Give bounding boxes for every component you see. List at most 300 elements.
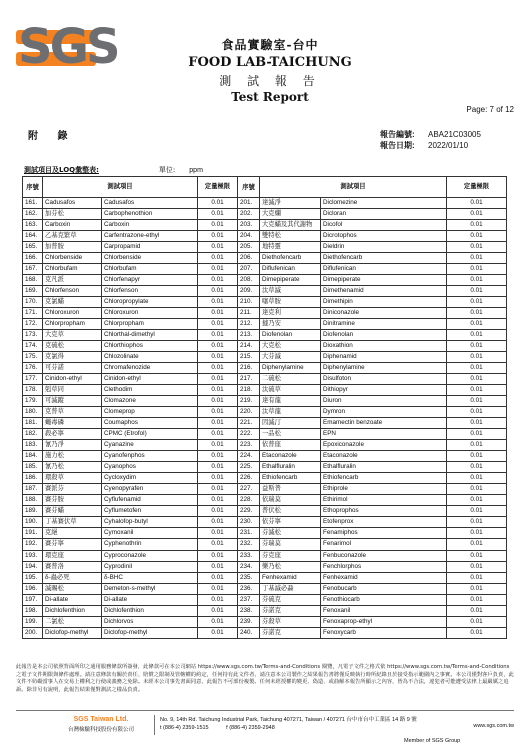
table-row [23,528,507,539]
row-number: 174. [23,341,43,352]
page-number: Page: 7 of 12 [466,105,514,114]
company-name-zh: 台灣檢驗科技股份有限公司 [67,727,134,733]
row-number: 189. [23,506,43,517]
item-name-zh: Chloroxuron [43,308,102,319]
row-number: 240. [238,627,260,638]
address-line: No. 9, 14th Rd. Taichung Industrial Park, Taichung 407271, Taiwan / 407271 台中市台中工業區 14 路 9 號 [160,717,417,723]
item-name-en: Cyproconazole [102,550,198,561]
item-name-zh: 氰乃淨 [43,440,102,451]
table-row [23,429,507,440]
item-name-zh: 大克草 [43,330,102,341]
row-number: 228. [238,495,260,506]
item-name-zh: Diphenylamine [260,363,321,374]
item-name-en: Ethoprophos [321,506,447,517]
item-name-en: Fenbuconazole [321,550,447,561]
table-row [23,363,507,374]
table-row [23,242,507,253]
row-number: 220. [238,407,260,418]
item-name-zh: 達有龍 [260,396,321,407]
item-name-en: Diflufenican [321,264,447,275]
item-name-zh: 大克爛 [260,209,321,220]
table-title: 測試項目及LOQ彙整表: [24,166,99,174]
loq-value: 0.01 [198,484,238,495]
row-number: 215. [238,352,260,363]
item-name-zh: 施力松 [43,451,102,462]
loq-value: 0.01 [447,407,507,418]
item-name-en: Fenhexamid [321,572,447,583]
row-number: 227. [238,484,260,495]
item-name-en: Dichlofenthion [102,605,198,616]
item-name-en: Fenoxycarb [321,627,447,638]
item-name-zh: 芬滅松 [260,528,321,539]
item-name-en: Fenchlorphos [321,561,447,572]
row-number: 230. [238,517,260,528]
loq-value: 0.01 [198,264,238,275]
item-name-zh: 克凡派 [43,275,102,286]
loq-value: 0.01 [447,385,507,396]
row-number: 223. [238,440,260,451]
item-name-en: Diuron [321,396,447,407]
table-row [23,594,507,605]
row-number: 161. [23,198,43,209]
loq-value: 0.01 [447,308,507,319]
row-number: 237. [238,594,260,605]
company-name-en: SGS Taiwan Ltd. [73,716,129,723]
item-name-zh: Diethofencarb [260,253,321,264]
row-number: 231. [238,528,260,539]
item-name-en: Chloroxuron [102,308,198,319]
table-row [23,572,507,583]
row-number: 170. [23,297,43,308]
loq-value: 0.01 [447,473,507,484]
report-title-zh: 測 試 報 告 [219,74,321,88]
row-number: 226. [238,473,260,484]
loq-value: 0.01 [447,242,507,253]
item-name-zh: 丁基賽伏草 [43,517,102,528]
row-number: 187. [23,484,43,495]
item-name-zh: Dimepiperate [260,275,321,286]
row-number: 210. [238,297,260,308]
table-row [23,440,507,451]
appendix-label: 附 錄 [28,131,76,142]
row-number: 179. [23,396,43,407]
table-row [23,253,507,264]
item-name-en: Dithiopyr [321,385,447,396]
lab-title-zh: 食品實驗室-台中 [221,38,319,52]
item-name-en: Ethirimol [321,495,447,506]
item-name-en: Cyphenothrin [102,539,198,550]
loq-value: 0.01 [198,616,238,627]
row-number: 209. [238,286,260,297]
item-name-zh: 氰乃松 [43,462,102,473]
loq-value: 0.01 [447,286,507,297]
loq-value: 0.01 [198,495,238,506]
footer-divider [16,710,514,711]
loq-value: 0.01 [198,330,238,341]
item-name-en: Chromafenozide [102,363,198,374]
row-number: 218. [238,385,260,396]
item-name-en: Dimethipin [321,297,447,308]
header-limit: 定量極限 [447,177,507,198]
row-number: 202. [238,209,260,220]
lab-title-en: FOOD LAB-TAICHUNG [188,55,352,70]
header-limit: 定量極限 [198,177,238,198]
item-name-en: Cyflumetofen [102,506,198,517]
loq-value: 0.01 [198,627,238,638]
item-name-zh: 賽芬寧 [43,539,102,550]
loq-value: 0.01 [198,363,238,374]
item-name-zh: 芬克座 [260,550,321,561]
row-number: 195. [23,572,43,583]
item-name-en: Clomeprop [102,407,198,418]
item-name-zh: 芬硫克 [260,594,321,605]
unit-label: 單位: [158,166,176,174]
item-name-zh: 蠅毒磷 [43,418,102,429]
loq-value: 0.01 [198,594,238,605]
loq-value: 0.01 [447,396,507,407]
row-number: 177. [23,374,43,385]
item-name-zh: 可滅蹤 [43,396,102,407]
item-name-zh: 大克蟎及其代謝物 [260,220,321,231]
item-name-en: Clomazone [102,396,198,407]
loq-value: 0.01 [198,374,238,385]
loq-value: 0.01 [198,209,238,220]
item-name-zh: 芬諾克 [260,627,321,638]
item-name-zh: 剋草同 [43,385,102,396]
report-meta [380,129,481,151]
row-number: 211. [238,308,260,319]
loq-value: 0.01 [198,506,238,517]
loq-value: 0.01 [198,297,238,308]
item-name-en: Cyanazine [102,440,198,451]
loq-value: 0.01 [447,484,507,495]
item-name-zh: 殺必寧 [43,429,102,440]
item-name-en: Fenoxanil [321,605,447,616]
row-number: 199. [23,616,43,627]
loq-value: 0.01 [198,308,238,319]
row-number: 232. [238,539,260,550]
row-number: 192. [23,539,43,550]
row-number: 235. [238,572,260,583]
table-row [23,352,507,363]
item-name-zh: 芬殺草 [260,616,321,627]
item-name-en: Dioxathion [321,341,447,352]
loq-value: 0.01 [447,495,507,506]
loq-value: 0.01 [447,253,507,264]
item-name-zh: 賽普洛 [43,561,102,572]
item-name-zh: 加普胺 [43,242,102,253]
loq-value: 0.01 [198,231,238,242]
item-name-en: Fenamiphos [321,528,447,539]
fax-number: f (886-4) 2359-2948 [226,725,275,731]
table-row [23,627,507,638]
item-name-en: Cyanofenphos [102,451,198,462]
table-row [23,484,507,495]
item-name-zh: 芬瑞莫 [260,539,321,550]
item-name-zh: 賽芬胺 [43,495,102,506]
item-name-en: Diofenolan [321,330,447,341]
row-number: 180. [23,407,43,418]
table-row [23,319,507,330]
table-row [23,418,507,429]
loq-value: 0.01 [447,341,507,352]
row-number: 196. [23,583,43,594]
row-number: 204. [238,231,260,242]
item-name-en: Ethiprole [321,484,447,495]
item-name-en: Diethofencarb [321,253,447,264]
row-number: 224. [238,451,260,462]
item-name-zh: 汰草滅 [260,286,321,297]
table-row [23,462,507,473]
loq-value: 0.01 [198,220,238,231]
loq-value: 0.01 [447,297,507,308]
loq-value: 0.01 [447,583,507,594]
row-number: 219. [238,396,260,407]
item-name-en: Epoxiconazole [321,440,447,451]
item-name-zh: 可芬諾 [43,363,102,374]
row-number: 239. [238,616,260,627]
header-no: 序號 [238,177,260,198]
item-name-en: Chlorthiophos [102,341,198,352]
loq-value: 0.01 [447,440,507,451]
loq-value: 0.01 [198,341,238,352]
item-name-en: δ-BHC [102,572,198,583]
item-name-en: Disulfoton [321,374,447,385]
table-row [23,506,507,517]
loq-value: 0.01 [198,462,238,473]
loq-value: 0.01 [198,253,238,264]
report-number-label: 報告編號: [380,130,415,139]
loq-value: 0.01 [447,528,507,539]
table-row [23,341,507,352]
row-number: 182. [23,429,43,440]
item-name-zh: 克絕 [43,528,102,539]
row-number: 193. [23,550,43,561]
table-row [23,198,507,209]
loq-value: 0.01 [447,352,507,363]
item-name-en: Dichlorvos [102,616,198,627]
row-number: 169. [23,286,43,297]
item-name-zh: Cadusafos [43,198,102,209]
row-number: 166. [23,253,43,264]
row-number: 168. [23,275,43,286]
item-name-zh: 依芬寧 [260,517,321,528]
loq-value: 0.01 [447,605,507,616]
loq-value: 0.01 [447,506,507,517]
item-name-zh: 二氯松 [43,616,102,627]
loq-value: 0.01 [198,319,238,330]
item-name-en: Cymoxanil [102,528,198,539]
loq-value: 0.01 [447,550,507,561]
loq-value: 0.01 [447,451,507,462]
loq-value: 0.01 [447,462,507,473]
loq-value: 0.01 [198,286,238,297]
table-row [23,275,507,286]
item-name-zh: Diclofop-methyl [43,627,102,638]
item-name-en: Dymron [321,407,447,418]
item-name-en: Cadusafos [102,198,198,209]
loq-value: 0.01 [198,385,238,396]
item-name-zh: 樂乃松 [260,561,321,572]
loq-value: 0.01 [447,539,507,550]
footer-address [160,716,417,732]
loq-value: 0.01 [198,473,238,484]
item-name-en: Ethalfluralin [321,462,447,473]
item-name-en: Cyprodinil [102,561,198,572]
loq-value: 0.01 [198,429,238,440]
item-name-zh: Dichlofenthion [43,605,102,616]
item-name-en: Diniconazole [321,308,447,319]
row-number: 173. [23,330,43,341]
item-name-zh: 芬諾克 [260,605,321,616]
item-name-zh: 克普草 [43,407,102,418]
item-name-en: Diclofop-methyl [102,627,198,638]
item-name-zh: Cinidon-ethyl [43,374,102,385]
loq-value: 0.01 [447,374,507,385]
item-name-zh: 滅賜松 [43,583,102,594]
table-row [23,407,507,418]
item-name-en: Diclomezine [321,198,447,209]
loq-value: 0.01 [447,627,507,638]
row-number: 212. [238,319,260,330]
logo-text: SGS [18,19,118,75]
item-name-zh: Chlorfenson [43,286,102,297]
item-name-en: Chlorfenapyr [102,275,198,286]
loq-value: 0.01 [447,209,507,220]
item-name-zh: 達克利 [260,308,321,319]
item-name-en: Chlozolinate [102,352,198,363]
row-number: 171. [23,308,43,319]
phone-number: t (886-4) 2359-1515 [160,725,209,731]
item-name-en: Chlorbenside [102,253,198,264]
item-name-en: Carfentrazone-ethyl [102,231,198,242]
row-number: 190. [23,517,43,528]
disclaimer: 此報告是本公司依照背面所印之通用服務條款所簽發，此條款可在本公司網站 https://www.sgs.com.tw/Terms-and-Conditions 閱覽，凡電子文件之格式依 https://www.sgs.com.tw/Terms-and-Conditions 之電子文件期限與條件處理。請注意條款有關於責任、賠償之限制及管轄權的約定，任何持有此文件者，請注意本公司製作之結果報告書將僅反映執行時所紀錄且於接受指示範圍內之事實。本公司僅對客戶負責，此文件不妨礙當事人在交易上權利之行使或義務之免除。未經本公司事先書面同意，此報告不可部份複製。任何未經授權的變更、偽造、或曲解本報告所顯示之內容，皆為不合法，違犯者可能遭受法律上最嚴厲之追訴。除非另有說明，此報告結果僅對測試之樣品負責。 [16,664,514,693]
item-name-zh: 因滅汀 [260,418,321,429]
row-number: 203. [238,220,260,231]
table-row [23,605,507,616]
loq-value: 0.01 [447,220,507,231]
item-name-en: Chlorbufam [102,264,198,275]
item-name-zh: 克氯得 [43,352,102,363]
loq-value: 0.01 [198,242,238,253]
item-name-en: Dicloran [321,209,447,220]
item-name-zh: 加芬松 [43,209,102,220]
table-row [23,495,507,506]
item-name-en: Cycloxydim [102,473,198,484]
item-name-en: Dicofol [321,220,447,231]
item-name-zh: Fenhexamid [260,572,321,583]
loq-value: 0.01 [447,418,507,429]
loq-value: 0.01 [198,528,238,539]
row-number: 238. [238,605,260,616]
header-no: 序號 [23,177,43,198]
item-name-zh: Chlorbenside [43,253,102,264]
item-name-en: Cinidon-ethyl [102,374,198,385]
item-name-zh: 噻草胺 [260,297,321,308]
item-name-en: Emamectin benzoate [321,418,447,429]
loq-value: 0.01 [447,319,507,330]
item-name-zh: 賽派芬 [43,484,102,495]
item-name-en: Coumaphos [102,418,198,429]
table-row [23,231,507,242]
item-name-en: Cyanophos [102,462,198,473]
row-number: 184. [23,451,43,462]
row-number: 207. [238,264,260,275]
row-number: 225. [238,462,260,473]
table-row [23,550,507,561]
item-name-en: Dicrotophos [321,231,447,242]
loq-value: 0.01 [198,275,238,286]
item-name-en: Chloropropylate [102,297,198,308]
row-number: 217. [238,374,260,385]
row-number: 233. [238,550,260,561]
row-number: 222. [238,429,260,440]
item-name-zh: 賽芬蟎 [43,506,102,517]
item-name-zh: 達滅淨 [260,198,321,209]
row-number: 200. [23,627,43,638]
item-name-zh: 依普座 [260,440,321,451]
row-number: 185. [23,462,43,473]
row-number: 208. [238,275,260,286]
row-number: 198. [23,605,43,616]
report-date-label: 報告日期: [380,141,415,150]
item-name-zh: 地特靈 [260,242,321,253]
row-number: 191. [23,528,43,539]
table-row [23,286,507,297]
item-name-en: Chlorthal-dimethyl [102,330,198,341]
row-number: 205. [238,242,260,253]
footer-divider [154,715,155,735]
row-number: 213. [238,330,260,341]
row-number: 229. [238,506,260,517]
header-item: 測試項目 [43,177,198,198]
row-number: 172. [23,319,43,330]
loq-value: 0.01 [447,572,507,583]
item-name-en: Fenothiocarb [321,594,447,605]
loq-value: 0.01 [447,330,507,341]
table-row [23,297,507,308]
row-number: 176. [23,363,43,374]
loq-value: 0.01 [198,539,238,550]
table-row [23,616,507,627]
row-number: 201. [238,198,260,209]
table-row [23,308,507,319]
item-name-zh: Etaconazole [260,451,321,462]
item-name-zh: 丁基滅必蝨 [260,583,321,594]
footer-company [46,716,156,733]
item-name-en: Clethodim [102,385,198,396]
item-name-zh: Di-allate [43,594,102,605]
item-name-en: Di-allate [102,594,198,605]
item-name-en: Chlorpropham [102,319,198,330]
item-name-zh: 大克松 [260,341,321,352]
item-name-en: Fenobucarb [321,583,447,594]
table-row [23,561,507,572]
item-name-zh: 環克座 [43,550,102,561]
item-name-zh: 克硫松 [43,341,102,352]
table-row [23,473,507,484]
row-number: 181. [23,418,43,429]
row-number: 206. [238,253,260,264]
loq-value: 0.01 [198,550,238,561]
row-number: 164. [23,231,43,242]
website-link[interactable]: www.sgs.com.tw [473,723,514,729]
item-name-zh: 益斯普 [260,484,321,495]
item-name-zh: Ethalfluralin [260,462,321,473]
item-name-en: Dimethenamid [321,286,447,297]
row-number: 216. [238,363,260,374]
